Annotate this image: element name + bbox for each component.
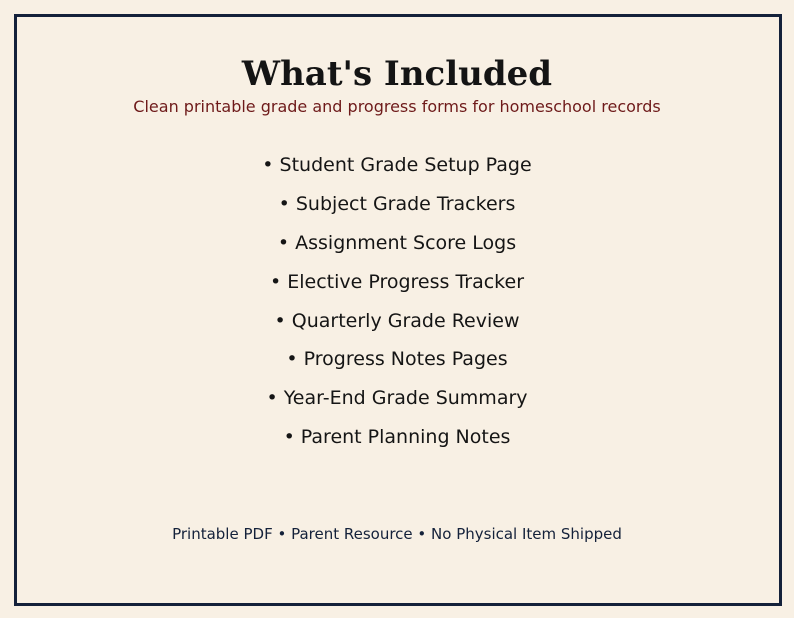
list-item: • Subject Grade Trackers [278, 192, 516, 215]
page-subtitle: Clean printable grade and progress forms for homeschool records [133, 97, 661, 116]
list-item: • Progress Notes Pages [286, 348, 508, 371]
footer-note: Printable PDF • Parent Resource • No Physical Item Shipped [172, 525, 622, 543]
list-item: • Student Grade Setup Page [262, 154, 532, 176]
list-item: • Assignment Score Logs [277, 231, 517, 254]
list-item: • Parent Planning Notes [283, 426, 511, 449]
list-item: • Year-End Grade Summary [266, 387, 528, 410]
list-item: • Quarterly Grade Review [274, 309, 520, 332]
page-title: What's Included [241, 54, 553, 94]
included-items-list [0, 146, 794, 457]
list-item: • Elective Progress Tracker [269, 270, 525, 293]
